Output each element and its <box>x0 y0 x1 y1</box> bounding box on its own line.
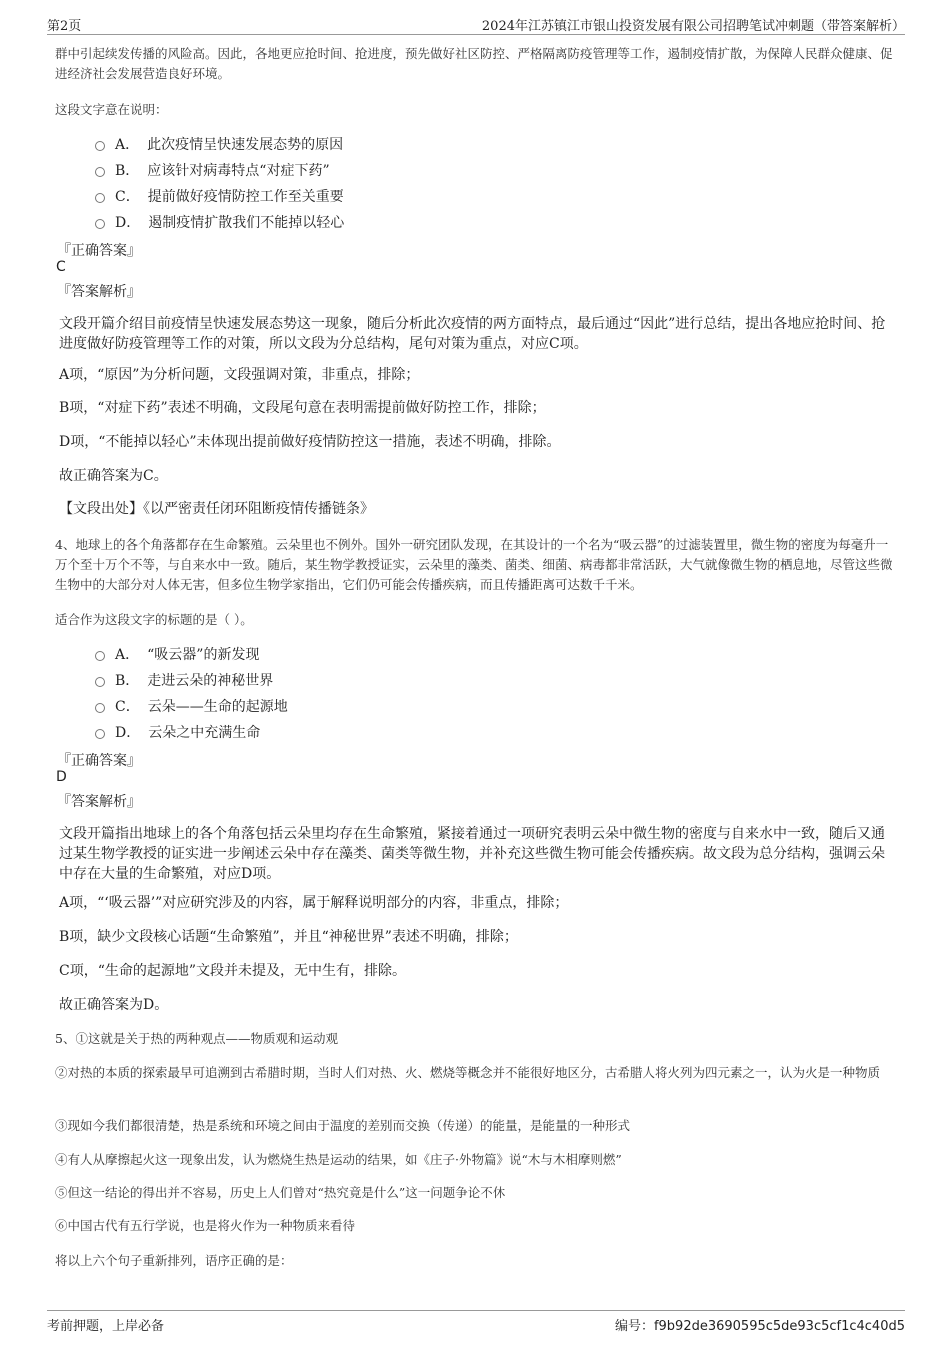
q3-passage-tail: 群中引起续发传播的风险高。因此，各地更应抢时间、抢进度，预先做好社区防控、严格隔离防疫管理等工作，遏制疫情扩散，为保障人民群众健康、促进经济社会发展营造良好环境。 <box>55 46 893 81</box>
document-code <box>615 1315 905 1334</box>
q4-analysis-main: 文段开篇指出地球上的各个角落包括云朵里均存在生命繁殖，紧接着通过一项研究表明云朵中微生物的密度与自来水中一致，随后又通过某生物学教授的证实进一步阐述云朵中存在藻类、菌类等微生物，并补充这些微生物可能会传播疾病。故文段为总分结构，强调云朵中存在大量的生命繁殖，对应D项。 <box>59 826 885 882</box>
q4-analysis-c: C项，“生命的起源地”文段并未提及，无中生有，排除。 <box>59 963 407 979</box>
q4-options <box>95 641 288 745</box>
q4-analysis-b: B项，缺少文段核心话题“生命繁殖”，并且“神秘世界”表述不明确，排除； <box>59 929 518 945</box>
q3-conclusion: 故正确答案为C。 <box>59 468 168 484</box>
q3-options <box>95 131 344 235</box>
radio-icon[interactable] <box>95 219 105 229</box>
q4-analysis-label: 『答案解析』 <box>57 794 141 810</box>
q4-analysis-a: A项，“‘吸云器’”对应研究涉及的内容，属于解释说明部分的内容，非重点，排除； <box>59 895 569 911</box>
q4-answer: D <box>56 769 67 785</box>
radio-icon[interactable] <box>95 167 105 177</box>
q3-analysis-b: B项，“对症下药”表述不明确，文段尾句意在表明需提前做好防控工作，排除； <box>59 400 546 416</box>
q5-sentence-1: 5、①这就是关于热的两种观点——物质观和运动观 <box>55 1031 338 1046</box>
q5-sentence-2: ②对热的本质的探索最早可追溯到古希腊时期，当时人们对热、火、燃烧等概念并不能很好地区分，古希腊人将火列为四元素之一，认为火是一种物质 <box>55 1065 881 1080</box>
q4-answer-label: 『正确答案』 <box>57 753 141 769</box>
q3-analysis-main: 文段开篇介绍目前疫情呈快速发展态势这一现象，随后分析此次疫情的两方面特点，最后通过“因此”进行总结，提出各地应抢时间、抢进度做好防疫管理等工作的对策，所以文段为分总结构，尾句对策为重点，对应C项。 <box>59 316 886 352</box>
code-value: f9b92de3690595c5de93c5cf1c4c40d5 <box>653 1319 905 1334</box>
q5-sentence-4: ④有人从摩擦起火这一现象出发，认为燃烧生热是运动的结果，如《庄子·外物篇》说“木与木相摩则燃” <box>55 1152 622 1167</box>
q5-prompt: 将以上六个句子重新排列，语序正确的是： <box>55 1253 293 1268</box>
q5-sentence-6: ⑥中国古代有五行学说，也是将火作为一种物质来看待 <box>55 1218 356 1233</box>
q3-option-d[interactable]: D． 遏制疫情扩散我们不能掉以轻心 <box>95 209 344 235</box>
q4-prompt: 适合作为这段文字的标题的是（ ）。 <box>55 612 253 627</box>
q3-analysis-label: 『答案解析』 <box>57 284 141 300</box>
q3-option-a[interactable]: A． 此次疫情呈快速发展态势的原因 <box>95 131 344 157</box>
code-label: 编号： <box>614 1319 654 1334</box>
radio-icon[interactable] <box>95 651 105 661</box>
document-title: 2024年江苏镇江市银山投资发展有限公司招聘笔试冲刺题（带答案解析） <box>481 19 905 34</box>
q4-option-a[interactable]: A． “吸云器”的新发现 <box>95 641 288 667</box>
q5-sentence-5: ⑤但这一结论的得出并不容易，历史上人们曾对“热究竟是什么”这一问题争论不休 <box>55 1185 506 1200</box>
radio-icon[interactable] <box>95 729 105 739</box>
page-header <box>47 12 905 35</box>
radio-icon[interactable] <box>95 677 105 687</box>
footer-slogan: 考前押题，上岸必备 <box>47 1319 165 1334</box>
q4-option-b[interactable]: B． 走进云朵的神秘世界 <box>95 667 288 693</box>
q3-answer: C <box>56 259 66 275</box>
q3-prompt: 这段文字意在说明： <box>55 102 168 117</box>
q3-option-c[interactable]: C． 提前做好疫情防控工作至关重要 <box>95 183 344 209</box>
radio-icon[interactable] <box>95 193 105 203</box>
q4-option-d[interactable]: D． 云朵之中充满生命 <box>95 719 288 745</box>
q4-option-c[interactable]: C． 云朵——生命的起源地 <box>95 693 288 719</box>
q3-analysis-d: D项，“不能掉以轻心”未体现出提前做好疫情防控这一措施，表述不明确，排除。 <box>59 434 561 450</box>
radio-icon[interactable] <box>95 141 105 151</box>
q5-sentence-3: ③现如今我们都很清楚，热是系统和环境之间由于温度的差别而交换（传递）的能量，是能量的一种形式 <box>55 1118 631 1133</box>
q3-answer-label: 『正确答案』 <box>57 243 141 259</box>
q4-conclusion: 故正确答案为D。 <box>59 997 169 1013</box>
q3-analysis-a: A项，“原因”为分析问题，文段强调对策，非重点，排除； <box>59 367 420 383</box>
q3-option-b[interactable]: B． 应该针对病毒特点“对症下药” <box>95 157 344 183</box>
page-footer <box>47 1310 905 1335</box>
q3-source: 【文段出处】《以严密责任闭环阻断疫情传播链条》 <box>59 501 374 517</box>
q4-passage: 4、地球上的各个角落都存在生命繁殖。云朵里也不例外。国外一研究团队发现，在其设计的一个名为“吸云器”的过滤装置里，微生物的密度为每毫升一万个至十万个不等，与自来水中一致。随后，某生物学教授证实，云朵里的藻类、菌类、细菌、病毒都非常活跃，大气就像微生物的栖息地，尽管这些微生物中的大部分对人体无害，但多位生物学家指出，它们仍可能会传播疾病，而且传播距离可达数千千米。 <box>55 537 893 592</box>
radio-icon[interactable] <box>95 703 105 713</box>
page-number: 第2页 <box>47 19 82 34</box>
